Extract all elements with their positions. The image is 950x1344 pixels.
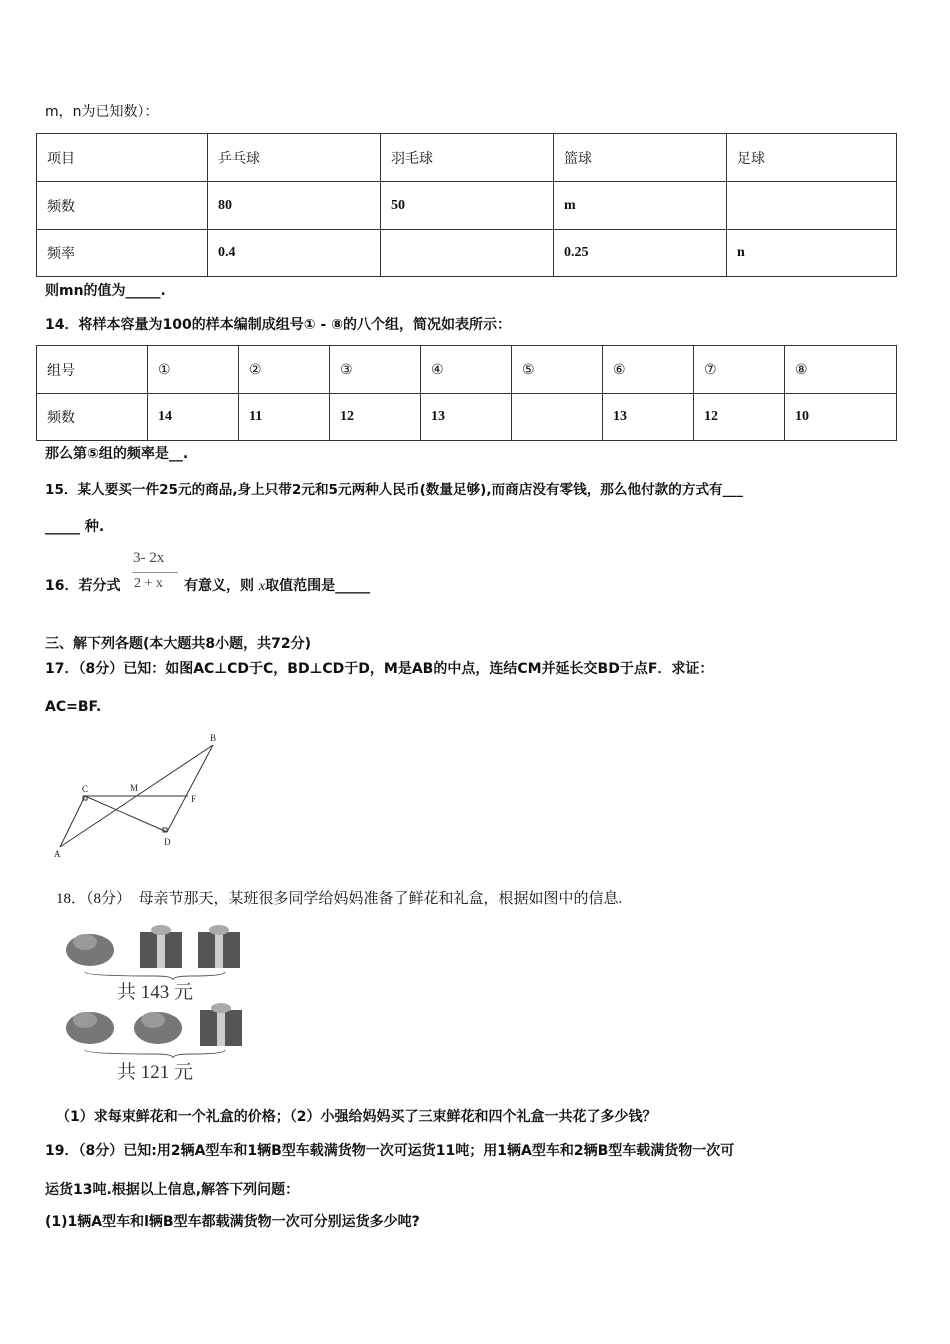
table-header: 项目 [37, 134, 208, 182]
table-cell: 0.4 [208, 230, 381, 277]
q16-suffix-text: 有意义，则 [184, 578, 254, 594]
table-header: ⑥ [603, 346, 694, 394]
gift-box-icon [198, 925, 240, 968]
variable-x: x [258, 579, 266, 594]
label-c: C [82, 784, 89, 794]
fraction-denominator: 2 + x [134, 576, 163, 591]
table-header: ① [148, 346, 239, 394]
table-header: ⑧ [785, 346, 897, 394]
q18-text: 18．（8分） 母亲节那天，某班很多同学给妈妈准备了鲜花和礼盒，根据如图中的信息. [56, 891, 623, 907]
table-cell: 0.25 [554, 230, 727, 277]
table-header: ② [239, 346, 330, 394]
table-header: 羽毛球 [381, 134, 554, 182]
table-cell: m [554, 182, 727, 230]
flower-icon [66, 934, 114, 966]
table-cell [512, 394, 603, 441]
q19-line2: 运货13吨.根据以上信息,解答下列问题： [45, 1182, 300, 1198]
table-cell: 12 [694, 394, 785, 441]
flower-icon [66, 1012, 114, 1044]
q13-intro: m，n为已知数）： [45, 104, 159, 120]
brace [85, 1050, 225, 1058]
q19-line1: 19．（8分）已知:用2辆A型车和1辆B型车载满货物一次可运货11吨；用1辆A型车和2辆B型车载满货物一次可 [45, 1143, 735, 1159]
label-b: B [210, 733, 217, 743]
flower-icon [134, 1012, 182, 1044]
table-cell: 13 [603, 394, 694, 441]
q14-text: 14．将样本容量为100的样本编制成组号① - ⑧的八个组，简况如表所示： [45, 317, 511, 333]
table-cell: 11 [239, 394, 330, 441]
q16-suffix [184, 577, 370, 596]
table-header: ⑦ [694, 346, 785, 394]
label-a: A [54, 849, 61, 859]
label-f: F [191, 794, 197, 804]
flowers-gifts-figure [55, 920, 255, 1090]
q15-line2: _____ 种. [45, 519, 105, 535]
table-cell: 50 [381, 182, 554, 230]
label-d: D [164, 837, 171, 847]
table-header: 乒乓球 [208, 134, 381, 182]
table-header: ④ [421, 346, 512, 394]
fraction-bar [132, 572, 178, 573]
q18-questions: （1）求每束鲜花和一个礼盒的价格；（2）小强给妈妈买了三束鲜花和四个礼盒一共花了多少钱？ [56, 1109, 657, 1125]
table-cell: 14 [148, 394, 239, 441]
table-header: ⑤ [512, 346, 603, 394]
q17-line2: AC=BF. [45, 699, 102, 715]
brace [85, 972, 225, 980]
gift-box-icon [200, 1003, 242, 1046]
q13-table [36, 133, 897, 277]
total-143: 共 143 元 [117, 982, 194, 1003]
table-cell: n [727, 230, 897, 277]
label-m: M [130, 783, 139, 793]
table-header: ③ [330, 346, 421, 394]
table-cell [381, 230, 554, 277]
q13-question: 则mn的值为_____. [45, 283, 166, 299]
table-cell: 频数 [37, 394, 148, 441]
table-cell: 13 [421, 394, 512, 441]
table-header: 篮球 [554, 134, 727, 182]
q14-question: 那么第⑤组的频率是__. [45, 446, 189, 462]
fraction-numerator: 3- 2x [133, 550, 165, 566]
q15-line1: 15．某人要买一件25元的商品,身上只带2元和5元两种人民币(数量足够),而商店没有零钱，那么他付款的方式有___ [45, 482, 744, 498]
segment-cd [85, 796, 167, 832]
table-cell: 频数 [37, 182, 208, 230]
q16-prefix: 16．若分式 [45, 578, 121, 594]
table-cell: 10 [785, 394, 897, 441]
total-121: 共 121 元 [117, 1062, 194, 1083]
segment-bd [167, 745, 213, 832]
geometry-figure [40, 725, 260, 865]
table-header: 组号 [37, 346, 148, 394]
section-3-heading: 三、解下列各题(本大题共8小题，共72分) [45, 636, 312, 652]
table-cell: 80 [208, 182, 381, 230]
table-cell: 频率 [37, 230, 208, 277]
q19-sub1: (1)1辆A型车和l辆B型车都载满货物一次可分别运货多少吨? [45, 1214, 420, 1230]
table-header: 足球 [727, 134, 897, 182]
table-cell [727, 182, 897, 230]
q17-line1: 17．（8分）已知：如图AC⊥CD于C，BD⊥CD于D，M是AB的中点，连结CM并延长交BD于点F．求证： [45, 661, 714, 677]
gift-box-icon [140, 925, 182, 968]
q14-table [36, 345, 897, 441]
q16-suffix2: 取值范围是_____ [265, 578, 371, 594]
table-cell: 12 [330, 394, 421, 441]
q18-line1 [56, 890, 622, 908]
segment-ac [60, 796, 85, 847]
